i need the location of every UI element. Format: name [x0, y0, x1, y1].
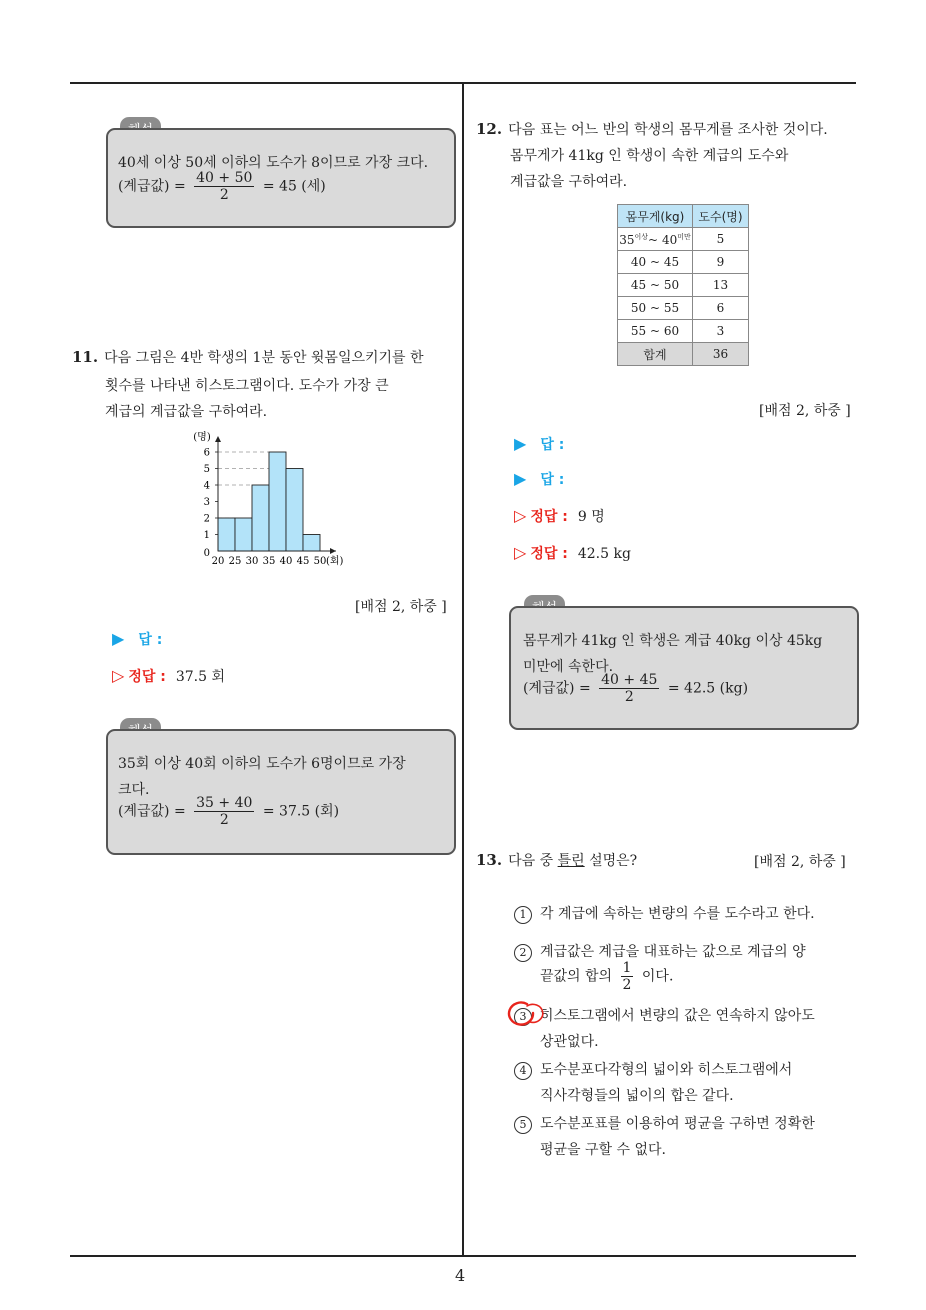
y-tick-label: 3: [203, 497, 210, 508]
table-cell: 5: [693, 228, 749, 251]
table-total-row: [618, 343, 749, 366]
table-header: 도수(명): [693, 205, 749, 228]
x-tick-label: 30: [245, 556, 259, 567]
table-row: [618, 274, 749, 297]
option-3[interactable]: 3 히스토그램에서 변량의 값은 연속하지 않아도: [514, 1005, 815, 1026]
x-tick-label: 25: [228, 556, 242, 567]
question-12-line3: 계급값을 구하여라.: [510, 174, 628, 190]
explanation-line: 35회 이상 40회 이하의 도수가 6명이므로 가장: [118, 756, 406, 772]
x-axis-label: (회): [326, 556, 344, 567]
y-tick-label: 5: [203, 464, 210, 475]
explanation-box-11: [106, 729, 456, 855]
explanation-formula: (계급값) = $\frac{35 + 40}{2}$ = 37.5 (회): [118, 795, 340, 828]
table-cell: $35^{이상}\sim$ $40^{미만}$: [618, 228, 693, 251]
table-header: 몸무게(kg): [618, 205, 693, 228]
option-3-cont: 상관없다.: [540, 1034, 599, 1050]
histogram-bar: [269, 452, 286, 551]
question-13-stem: 13. 다음 중 틀린 설명은?: [476, 851, 638, 869]
option-number: 2: [514, 944, 532, 962]
table-row: [618, 297, 749, 320]
histogram-bar: [218, 518, 235, 551]
question-11-line2: 횟수를 나타낸 히스토그램이다. 도수가 가장 큰: [105, 378, 389, 394]
x-tick-label: 35: [262, 556, 276, 567]
x-axis-arrow-icon: [330, 548, 336, 554]
option-2-cont: 끝값의 합의 $\frac{1}{2}$ 이다.: [540, 960, 674, 993]
option-5[interactable]: 5 도수분포표를 이용하여 평균을 구하면 정확한: [514, 1113, 815, 1134]
answer-line: ▶ 답 :: [514, 469, 565, 488]
explanation-formula: (계급값) = $\frac{40 + 45}{2}$ = 42.5 (kg): [523, 672, 749, 705]
table-cell: 3: [693, 320, 749, 343]
correct-answer-line: ▷ 정답 : 9 명: [514, 506, 605, 525]
table-header-row: [618, 205, 749, 228]
answer-line: ▶ 답 :: [514, 434, 565, 453]
correct-arrow-icon: ▷: [112, 666, 125, 685]
table-cell: 합계: [618, 343, 693, 366]
x-tick-label: 20: [211, 556, 225, 567]
question-12-stem: 12. 다음 표는 어느 반의 학생의 몸무게를 조사한 것이다.: [476, 120, 828, 138]
question-11-stem: 11. 다음 그림은 4반 학생의 1분 동안 윗몸일으키기를 한: [72, 348, 424, 366]
option-5-cont: 평균을 구할 수 없다.: [540, 1142, 666, 1158]
option-number: 1: [514, 906, 532, 924]
explanation-box-12: [509, 606, 859, 730]
table-row: [618, 228, 749, 251]
y-tick-label: 4: [203, 480, 210, 492]
option-1[interactable]: 1 각 계급에 속하는 변량의 수를 도수라고 한다.: [514, 903, 815, 924]
explanation-line: 몸무게가 41kg 인 학생은 계급 40kg 이상 45kg: [523, 633, 823, 649]
question-12-line2: 몸무게가 41kg 인 학생이 속한 계급의 도수와: [510, 148, 789, 164]
option-4[interactable]: 4 도수분포다각형의 넓이와 히스토그램에서: [514, 1059, 792, 1080]
x-tick-label: 40: [279, 556, 293, 567]
correct-arrow-icon: ▷: [514, 543, 527, 562]
table-cell: 55 ~ 60: [618, 320, 693, 343]
score-label: [배점 2, 하중 ]: [759, 403, 851, 419]
correct-arrow-icon: ▷: [514, 506, 527, 525]
option-number: 3: [514, 1008, 532, 1026]
table-cell: 9: [693, 251, 749, 274]
x-tick-label: 45: [296, 556, 310, 567]
option-number: 5: [514, 1116, 532, 1134]
table-cell: 36: [693, 343, 749, 366]
bottom-rule: [70, 1255, 856, 1257]
correct-answer-line: ▷ 정답 : 37.5 회: [112, 666, 225, 685]
y-tick-label: 6: [203, 447, 210, 459]
answer-line: ▶ 답 :: [112, 629, 163, 648]
histogram-chart: [188, 428, 378, 578]
explanation-box-10: [106, 128, 456, 228]
answer-arrow-icon: ▶: [514, 469, 527, 488]
table-cell: 45 ~ 50: [618, 274, 693, 297]
x-tick-label: 50: [313, 556, 327, 567]
score-label: [배점 2, 하중 ]: [754, 854, 846, 870]
table-cell: 6: [693, 297, 749, 320]
selected-mark-icon: [507, 1000, 537, 1030]
histogram-bar: [252, 485, 269, 551]
table-cell: 50 ~ 55: [618, 297, 693, 320]
explanation-formula: (계급값) = $\frac{40 + 50}{2}$ = 45 (세): [118, 170, 326, 203]
answer-arrow-icon: ▶: [514, 434, 527, 453]
table-row: [618, 251, 749, 274]
y-tick-label: 0: [203, 548, 210, 559]
option-4-cont: 직사각형들의 넓이의 합은 같다.: [540, 1088, 734, 1104]
histogram-bar: [286, 469, 303, 552]
table-cell: 40 ~ 45: [618, 251, 693, 274]
explanation-line: 크다.: [118, 782, 150, 798]
table-cell: 13: [693, 274, 749, 297]
y-tick-label: 1: [203, 530, 210, 541]
table-row: [618, 320, 749, 343]
answer-arrow-icon: ▶: [112, 629, 125, 648]
explanation-line: 40세 이상 50세 이하의 도수가 8이므로 가장 크다.: [118, 155, 429, 171]
option-number: 4: [514, 1062, 532, 1080]
y-axis-label: (명): [193, 432, 211, 443]
weight-frequency-table: [617, 204, 749, 366]
histogram-bar: [235, 518, 252, 551]
correct-answer-line: ▷ 정답 : 42.5 kg: [514, 543, 631, 562]
page-number: 4: [455, 1266, 466, 1285]
column-divider: [462, 83, 464, 1255]
explanation-line: 미만에 속한다.: [523, 659, 614, 675]
histogram-bar: [303, 535, 320, 552]
question-11-line3: 계급의 계급값을 구하여라.: [105, 404, 268, 420]
score-label: [배점 2, 하중 ]: [355, 599, 447, 615]
y-axis-arrow-icon: [215, 436, 221, 442]
option-2[interactable]: 2 계급값은 계급을 대표하는 값으로 계급의 양: [514, 941, 806, 962]
y-tick-label: 2: [203, 513, 210, 525]
